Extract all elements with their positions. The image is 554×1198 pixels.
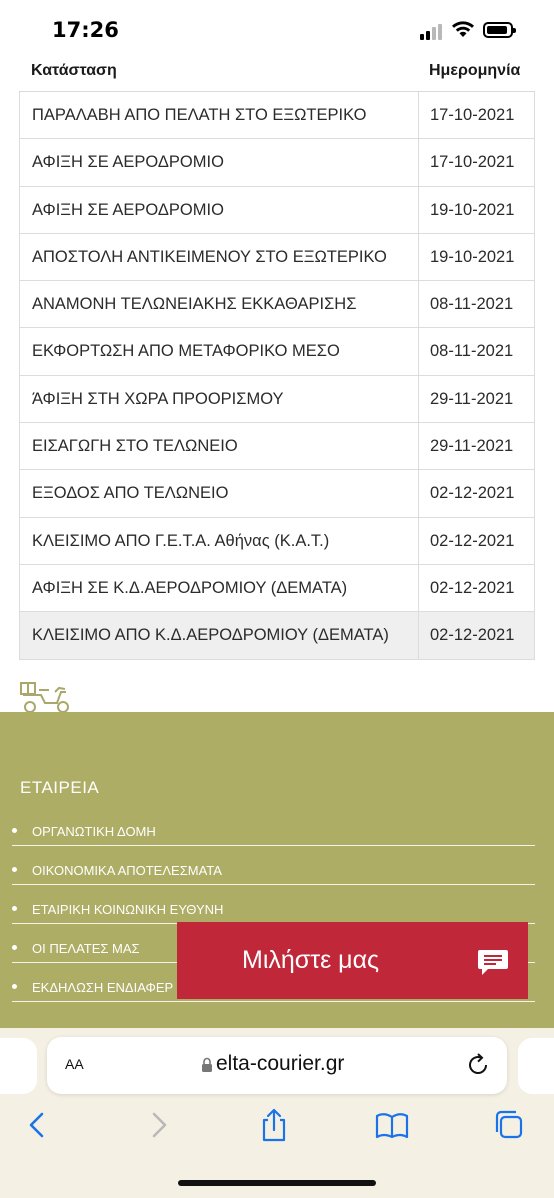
next-tab-preview[interactable]	[518, 1038, 554, 1094]
table-row	[19, 565, 535, 612]
bullet-icon	[12, 984, 17, 989]
column-divider	[418, 139, 419, 185]
row-date: 08-11-2021	[430, 295, 514, 314]
back-icon[interactable]	[20, 1108, 56, 1142]
column-divider	[418, 612, 419, 659]
row-date: 19-10-2021	[430, 247, 515, 266]
table-row	[19, 281, 535, 328]
row-status: ΕΚΦΟΡΤΩΣΗ ΑΠΟ ΜΕΤΑΦΟΡΙΚΟ ΜΕΣΟ	[32, 342, 340, 361]
battery-icon	[483, 22, 513, 38]
bullet-icon	[12, 945, 17, 950]
browser-toolbar	[0, 1028, 554, 1198]
table-row	[19, 234, 535, 281]
address-bar[interactable]	[47, 1037, 507, 1094]
row-status: ΠΑΡΑΛΑΒΗ ΑΠΟ ΠΕΛΑΤΗ ΣΤΟ ΕΞΩΤΕΡΙΚΟ	[32, 106, 367, 124]
table-row	[19, 612, 535, 660]
table-row	[19, 470, 535, 517]
footer-link-customers[interactable]: ΟΙ ΠΕΛΑΤΕΣ ΜΑΣ	[12, 939, 535, 963]
row-date: 02-12-2021	[430, 626, 515, 645]
row-status: ΕΞΟΔΟΣ ΑΠΟ ΤΕΛΩΝΕΙΟ	[32, 484, 229, 503]
tabs-icon[interactable]	[492, 1108, 528, 1142]
column-divider	[418, 565, 419, 611]
chat-bubble-icon	[477, 948, 509, 976]
chat-button-label: Μιλήστε μας	[242, 946, 380, 974]
column-divider	[418, 518, 419, 564]
row-date: 02-12-2021	[430, 484, 515, 503]
column-divider	[418, 92, 419, 138]
row-status: ΆΦΙΞΗ ΣΤΗ ΧΩΡΑ ΠΡΟΟΡΙΣΜΟΥ	[32, 389, 284, 408]
table-row	[19, 92, 535, 139]
row-status: ΚΛΕΙΣΙΜΟ ΑΠΟ Γ.Ε.Τ.Α. Αθήνας (Κ.Α.Τ.)	[32, 531, 330, 550]
column-divider	[418, 376, 419, 422]
bookmarks-icon[interactable]	[374, 1108, 410, 1142]
row-status: ΑΦΙΞΗ ΣΕ ΑΕΡΟΔΡΟΜΙΟ	[32, 153, 224, 172]
tracking-table	[19, 58, 535, 660]
bullet-icon	[12, 906, 17, 911]
column-divider	[418, 470, 419, 516]
footer-link-financial-results[interactable]: ΟΙΚΟΝΟΜΙΚΑ ΑΠΟΤΕΛΕΣΜΑΤΑ	[12, 861, 535, 885]
column-divider	[418, 234, 419, 280]
row-date: 29-11-2021	[430, 437, 514, 456]
url-text: elta-courier.gr	[216, 1052, 345, 1075]
delivery-scooter-icon	[19, 680, 73, 714]
share-icon[interactable]	[256, 1108, 292, 1142]
status-bar	[0, 0, 554, 62]
column-divider	[418, 187, 419, 233]
column-divider	[418, 281, 419, 327]
previous-tab-preview[interactable]	[0, 1038, 37, 1094]
lock-icon	[201, 1057, 213, 1073]
reload-icon[interactable]	[467, 1052, 491, 1078]
header-date: Ημερομηνία	[429, 62, 521, 79]
chat-button[interactable]	[177, 922, 528, 999]
row-date: 19-10-2021	[430, 200, 515, 219]
status-time: 17:26	[52, 18, 119, 42]
row-date: 17-10-2021	[430, 153, 515, 172]
reader-settings-button[interactable]: AA	[65, 1056, 84, 1072]
row-status: ΑΠΟΣΤΟΛΗ ΑΝΤΙΚΕΙΜΕΝΟΥ ΣΤΟ ΕΞΩΤΕΡΙΚΟ	[32, 247, 387, 266]
table-row	[19, 376, 535, 423]
row-status: ΕΙΣΑΓΩΓΗ ΣΤΟ ΤΕΛΩΝΕΙΟ	[32, 437, 238, 456]
table-row	[19, 328, 535, 375]
row-status: ΑΦΙΞΗ ΣΕ ΑΕΡΟΔΡΟΜΙΟ	[32, 200, 224, 219]
column-divider	[418, 423, 419, 469]
table-row	[19, 518, 535, 565]
footer-section-title: ΕΤΑΙΡΕΙΑ	[20, 778, 100, 797]
column-divider	[418, 328, 419, 374]
home-indicator	[178, 1180, 376, 1186]
row-date: 08-11-2021	[430, 342, 514, 361]
table-row	[19, 139, 535, 186]
row-status: ΚΛΕΙΣΙΜΟ ΑΠΟ Κ.Δ.ΑΕΡΟΔΡΟΜΙΟΥ (ΔΕΜΑΤΑ)	[32, 626, 389, 645]
row-date: 02-12-2021	[430, 531, 515, 550]
table-row	[19, 187, 535, 234]
row-status: ΑΝΑΜΟΝΗ ΤΕΛΩΝΕΙΑΚΗΣ ΕΚΚΑΘΑΡΙΣΗΣ	[32, 295, 357, 314]
row-date: 17-10-2021	[430, 106, 515, 124]
footer-link-expression-of-interest[interactable]: ΕΚΔΗΛΩΣΗ ΕΝΔΙΑΦΕΡ	[12, 978, 535, 1002]
forward-icon[interactable]	[140, 1108, 176, 1142]
row-status: ΑΦΙΞΗ ΣΕ Κ.Δ.ΑΕΡΟΔΡΟΜΙΟΥ (ΔΕΜΑΤΑ)	[32, 578, 348, 597]
row-date: 02-12-2021	[430, 578, 515, 597]
bullet-icon	[12, 867, 17, 872]
table-row	[19, 423, 535, 470]
footer-link-organization[interactable]: ΟΡΓΑΝΩΤΙΚΗ ΔΟΜΗ	[12, 822, 535, 846]
row-date: 29-11-2021	[430, 389, 514, 408]
footer-link-social-responsibility[interactable]: ΕΤΑΙΡΙΚΗ ΚΟΙΝΩΝΙΚΗ ΕΥΘΥΝΗ	[12, 900, 535, 924]
bullet-icon	[12, 828, 17, 833]
cellular-signal-icon	[420, 22, 442, 40]
table-header	[19, 58, 535, 92]
wifi-icon	[451, 20, 475, 38]
header-status: Κατάσταση	[31, 62, 117, 79]
